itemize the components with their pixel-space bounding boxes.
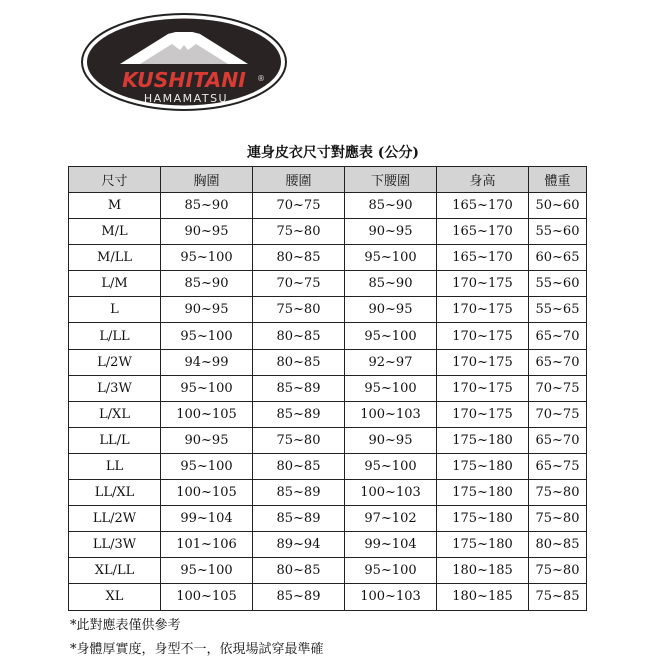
cell-waist: 80~85: [253, 245, 345, 271]
cell-size: LL/2W: [69, 506, 161, 532]
cell-waist: 75~80: [253, 427, 345, 453]
cell-weight: 65~75: [529, 453, 587, 479]
table-row: [69, 480, 587, 506]
cell-hip: 85~90: [345, 193, 437, 219]
cell-height: 165~170: [437, 245, 529, 271]
cell-weight: 65~70: [529, 323, 587, 349]
table-row: [69, 349, 587, 375]
cell-waist: 80~85: [253, 323, 345, 349]
cell-chest: 95~100: [161, 453, 253, 479]
cell-height: 170~175: [437, 297, 529, 323]
cell-weight: 55~60: [529, 219, 587, 245]
cell-size: M: [69, 193, 161, 219]
cell-weight: 65~70: [529, 427, 587, 453]
cell-hip: 95~100: [345, 245, 437, 271]
cell-hip: 100~103: [345, 584, 437, 610]
cell-chest: 90~95: [161, 427, 253, 453]
brand-wordmark: KUSHITANI: [122, 68, 246, 92]
cell-height: 175~180: [437, 506, 529, 532]
header-height: 身高: [437, 167, 529, 193]
cell-height: 175~180: [437, 480, 529, 506]
cell-chest: 90~95: [161, 297, 253, 323]
cell-weight: 75~80: [529, 506, 587, 532]
cell-height: 180~185: [437, 584, 529, 610]
cell-waist: 85~89: [253, 401, 345, 427]
cell-weight: 75~80: [529, 558, 587, 584]
cell-waist: 80~85: [253, 453, 345, 479]
kushitani-logo: [80, 12, 288, 112]
cell-chest: 101~106: [161, 532, 253, 558]
table-row: [69, 532, 587, 558]
cell-chest: 94~99: [161, 349, 253, 375]
table-title: 連身皮衣尺寸對應表 (公分): [246, 145, 420, 161]
cell-hip: 90~95: [345, 427, 437, 453]
cell-height: 175~180: [437, 427, 529, 453]
table-row: [69, 271, 587, 297]
cell-size: L/M: [69, 271, 161, 297]
header-weight: 體重: [529, 167, 587, 193]
cell-hip: 95~100: [345, 453, 437, 479]
table-row: [69, 453, 587, 479]
cell-size: M/LL: [69, 245, 161, 271]
cell-chest: 95~100: [161, 245, 253, 271]
cell-waist: 85~89: [253, 480, 345, 506]
table-row: [69, 245, 587, 271]
cell-height: 180~185: [437, 558, 529, 584]
cell-size: L: [69, 297, 161, 323]
cell-waist: 80~85: [253, 558, 345, 584]
header-waist: 腰圍: [253, 167, 345, 193]
cell-size: LL: [69, 453, 161, 479]
header-hip: 下腰圍: [345, 167, 437, 193]
cell-weight: 75~85: [529, 584, 587, 610]
cell-weight: 55~65: [529, 297, 587, 323]
cell-size: M/L: [69, 219, 161, 245]
cell-chest: 85~90: [161, 193, 253, 219]
cell-size: L/2W: [69, 349, 161, 375]
cell-hip: 100~103: [345, 401, 437, 427]
cell-hip: 90~95: [345, 219, 437, 245]
cell-height: 165~170: [437, 219, 529, 245]
size-chart-table: [68, 166, 587, 611]
cell-hip: 95~100: [345, 375, 437, 401]
cell-size: LL/3W: [69, 532, 161, 558]
cell-chest: 95~100: [161, 375, 253, 401]
cell-waist: 85~89: [253, 584, 345, 610]
cell-weight: 80~85: [529, 532, 587, 558]
cell-height: 175~180: [437, 532, 529, 558]
notes: [70, 614, 324, 662]
cell-height: 170~175: [437, 375, 529, 401]
cell-weight: 70~75: [529, 375, 587, 401]
cell-height: 170~175: [437, 323, 529, 349]
table-header-row: [69, 167, 587, 193]
cell-waist: 70~75: [253, 193, 345, 219]
cell-hip: 92~97: [345, 349, 437, 375]
cell-weight: 60~65: [529, 245, 587, 271]
cell-size: L/LL: [69, 323, 161, 349]
cell-height: 170~175: [437, 401, 529, 427]
cell-chest: 95~100: [161, 323, 253, 349]
cell-hip: 97~102: [345, 506, 437, 532]
cell-height: 170~175: [437, 349, 529, 375]
cell-chest: 100~105: [161, 401, 253, 427]
cell-waist: 89~94: [253, 532, 345, 558]
cell-waist: 70~75: [253, 271, 345, 297]
cell-hip: 85~90: [345, 271, 437, 297]
table-row: [69, 401, 587, 427]
cell-hip: 90~95: [345, 297, 437, 323]
cell-chest: 100~105: [161, 480, 253, 506]
cell-waist: 75~80: [253, 297, 345, 323]
note-fitting: *身體厚實度，身型不一，依現場試穿最準確: [70, 642, 324, 657]
cell-size: LL/L: [69, 427, 161, 453]
table-row: [69, 375, 587, 401]
cell-size: L/XL: [69, 401, 161, 427]
table-row: [69, 297, 587, 323]
cell-hip: 100~103: [345, 480, 437, 506]
table-row: [69, 219, 587, 245]
header-size: 尺寸: [69, 167, 161, 193]
cell-waist: 85~89: [253, 506, 345, 532]
cell-weight: 50~60: [529, 193, 587, 219]
cell-size: LL/XL: [69, 480, 161, 506]
cell-chest: 100~105: [161, 584, 253, 610]
cell-waist: 85~89: [253, 375, 345, 401]
cell-waist: 75~80: [253, 219, 345, 245]
cell-chest: 95~100: [161, 558, 253, 584]
registered-mark: ®: [257, 74, 265, 83]
cell-hip: 95~100: [345, 323, 437, 349]
cell-chest: 90~95: [161, 219, 253, 245]
cell-chest: 85~90: [161, 271, 253, 297]
header-chest: 胸圍: [161, 167, 253, 193]
cell-size: L/3W: [69, 375, 161, 401]
cell-waist: 80~85: [253, 349, 345, 375]
cell-weight: 70~75: [529, 401, 587, 427]
table-row: [69, 558, 587, 584]
table-row: [69, 193, 587, 219]
brand-location: HAMAMATSU: [143, 92, 229, 105]
cell-height: 175~180: [437, 453, 529, 479]
table-row: [69, 584, 587, 610]
cell-chest: 99~104: [161, 506, 253, 532]
table-row: [69, 427, 587, 453]
cell-hip: 95~100: [345, 558, 437, 584]
cell-size: XL: [69, 584, 161, 610]
cell-weight: 65~70: [529, 349, 587, 375]
cell-height: 170~175: [437, 271, 529, 297]
cell-height: 165~170: [437, 193, 529, 219]
cell-weight: 75~80: [529, 480, 587, 506]
table-row: [69, 506, 587, 532]
cell-hip: 99~104: [345, 532, 437, 558]
note-reference: *此對應表僅供參考: [70, 618, 181, 633]
table-row: [69, 323, 587, 349]
cell-weight: 55~60: [529, 271, 587, 297]
cell-size: XL/LL: [69, 558, 161, 584]
